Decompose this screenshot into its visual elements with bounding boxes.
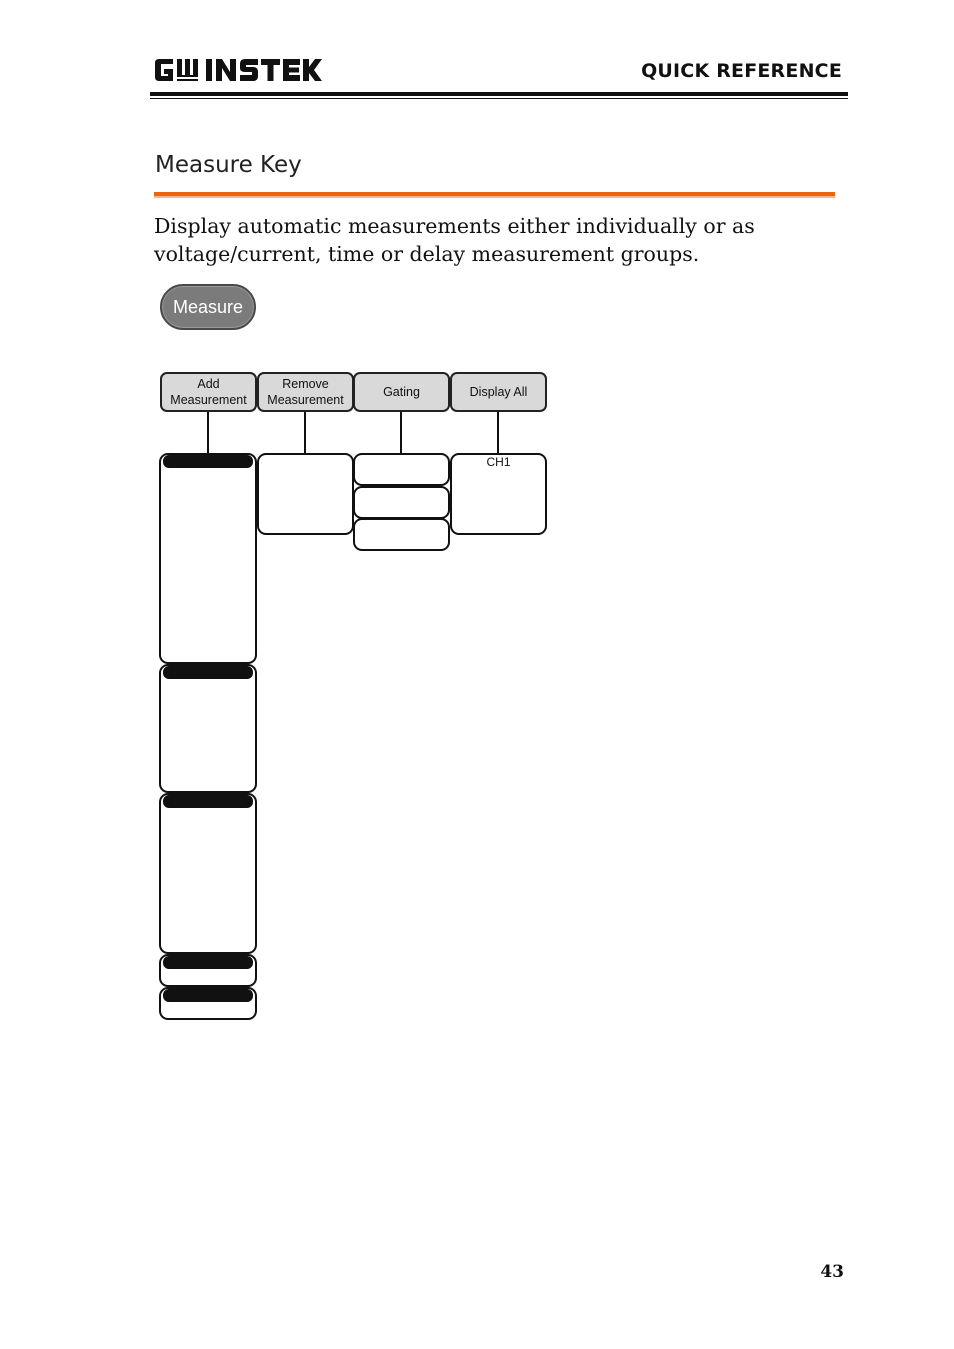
voltage-current-menu-header — [163, 455, 253, 468]
menu-option-header — [163, 956, 253, 969]
gw-instek-logo — [153, 55, 323, 85]
delay-menu-header — [163, 795, 253, 808]
remove-measurement-label: Remove Measurement — [267, 377, 344, 407]
remove-measurement-softkey[interactable] — [257, 372, 354, 412]
connector-line — [497, 412, 499, 453]
connector-line — [304, 412, 306, 453]
intro-paragraph: Display automatic measurements either individually or as voltage/current, time or delay measurement groups. — [154, 214, 755, 266]
page-number: 43 — [820, 1262, 844, 1282]
section-title: Measure Key — [155, 152, 302, 178]
voltage-current-menu-box — [159, 453, 257, 664]
display-all-softkey[interactable]: Display All — [450, 372, 547, 412]
measure-button[interactable]: Measure — [160, 284, 256, 330]
header-rule-thin — [150, 98, 848, 99]
header-rule — [150, 92, 848, 96]
header-title: QUICK REFERENCE — [641, 60, 842, 82]
gating-option-box — [353, 518, 450, 551]
connector-line — [400, 412, 402, 454]
delay-menu-box — [159, 793, 257, 954]
time-menu-box — [159, 664, 257, 793]
add-measurement-softkey[interactable] — [160, 372, 257, 412]
channel-label: CH1 — [486, 455, 511, 469]
time-menu-header — [163, 666, 253, 679]
add-measurement-label: Add Measurement — [170, 377, 247, 407]
connector-line — [207, 412, 209, 454]
gating-option-box — [353, 453, 450, 486]
menu-option-header — [163, 989, 253, 1002]
remove-measurement-menu-box — [257, 453, 354, 535]
section-underline-shade — [154, 196, 835, 198]
gating-option-box — [353, 486, 450, 519]
gating-softkey[interactable]: Gating — [353, 372, 450, 412]
